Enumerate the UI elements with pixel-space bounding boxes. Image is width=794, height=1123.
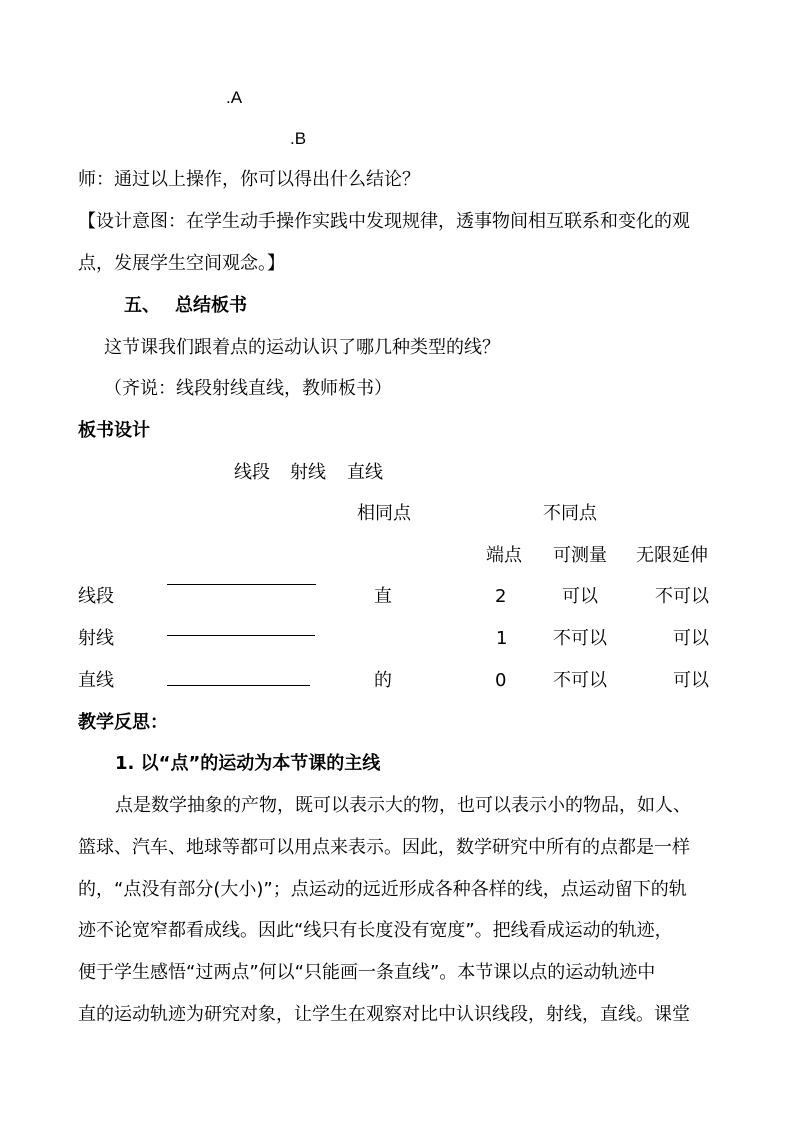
row-ray-name: 射线	[78, 628, 114, 649]
reflection-paragraph-line: 点是数学抽象的产物，既可以表示大的物，也可以表示小的物品，如人、	[115, 795, 691, 816]
line-drawing	[167, 685, 310, 686]
board-top-label-line: 直线	[347, 462, 383, 483]
row-line-same: 的	[374, 670, 392, 691]
row-line-name: 直线	[78, 670, 114, 691]
section-5-number: 五、	[124, 295, 160, 316]
row-segment-same: 直	[374, 586, 392, 607]
row-ray-infinite: 可以	[673, 628, 709, 649]
reflection-paragraph-line: 篮球、汽车、地球等都可以用点来表示。因此，数学研究中所有的点都是一样	[78, 837, 690, 858]
row-segment-name: 线段	[78, 586, 114, 607]
segment-drawing	[167, 584, 316, 585]
reflection-point-1-title: 1. 以“点”的运动为本节课的主线	[115, 753, 381, 774]
row-line-endpoints: 0	[495, 670, 507, 691]
same-point-header: 相同点	[357, 503, 411, 524]
ray-drawing	[167, 635, 315, 636]
board-design-heading: 板书设计	[78, 420, 150, 441]
reflection-paragraph-line: 直的运动轨迹为研究对象，让学生在观察对比中认识线段，射线，直线。课堂	[78, 1004, 690, 1025]
reflection-paragraph-line: 的，“点没有部分(大小)”；点运动的远近形成各种各样的线，点运动留下的轨	[78, 879, 687, 900]
row-line-infinite: 可以	[673, 670, 709, 691]
point-a-label: .A	[226, 88, 243, 107]
row-line-measurable: 不可以	[553, 670, 607, 691]
col-header-measurable: 可测量	[553, 545, 607, 566]
col-header-endpoints: 端点	[486, 545, 522, 566]
row-ray-measurable: 不可以	[553, 628, 607, 649]
board-top-label-segment: 线段	[234, 462, 270, 483]
design-intent-line-1: 【设计意图：在学生动手操作实践中发现规律，透事物间相互联系和变化的观	[78, 211, 690, 232]
reflection-heading: 教学反思：	[78, 712, 168, 733]
row-segment-infinite: 不可以	[655, 586, 709, 607]
design-intent-line-2: 点，发展学生空间观念。】	[78, 253, 285, 274]
board-top-label-ray: 射线	[290, 462, 326, 483]
row-segment-measurable: 可以	[562, 586, 598, 607]
teacher-question: 师：通过以上操作，你可以得出什么结论？	[78, 169, 420, 190]
different-point-header: 不同点	[543, 503, 597, 524]
point-b-label: .B	[290, 129, 307, 148]
reflection-paragraph-line: 迹不论宽窄都看成线。因此“线只有长度没有宽度”。把线看成运动的轨迹，	[78, 920, 673, 941]
section-5-title: 总结板书	[175, 295, 247, 316]
section-5-answer: （齐说：线段射线直线，教师板书）	[104, 378, 392, 399]
row-segment-endpoints: 2	[495, 586, 507, 607]
reflection-paragraph-line: 便于学生感悟“过两点”何以“只能画一条直线”。本节课以点的运动轨迹中	[78, 962, 656, 983]
col-header-infinite: 无限延伸	[636, 545, 708, 566]
section-5-question: 这节课我们跟着点的运动认识了哪几种类型的线？	[104, 337, 500, 358]
row-ray-endpoints: 1	[496, 628, 508, 649]
